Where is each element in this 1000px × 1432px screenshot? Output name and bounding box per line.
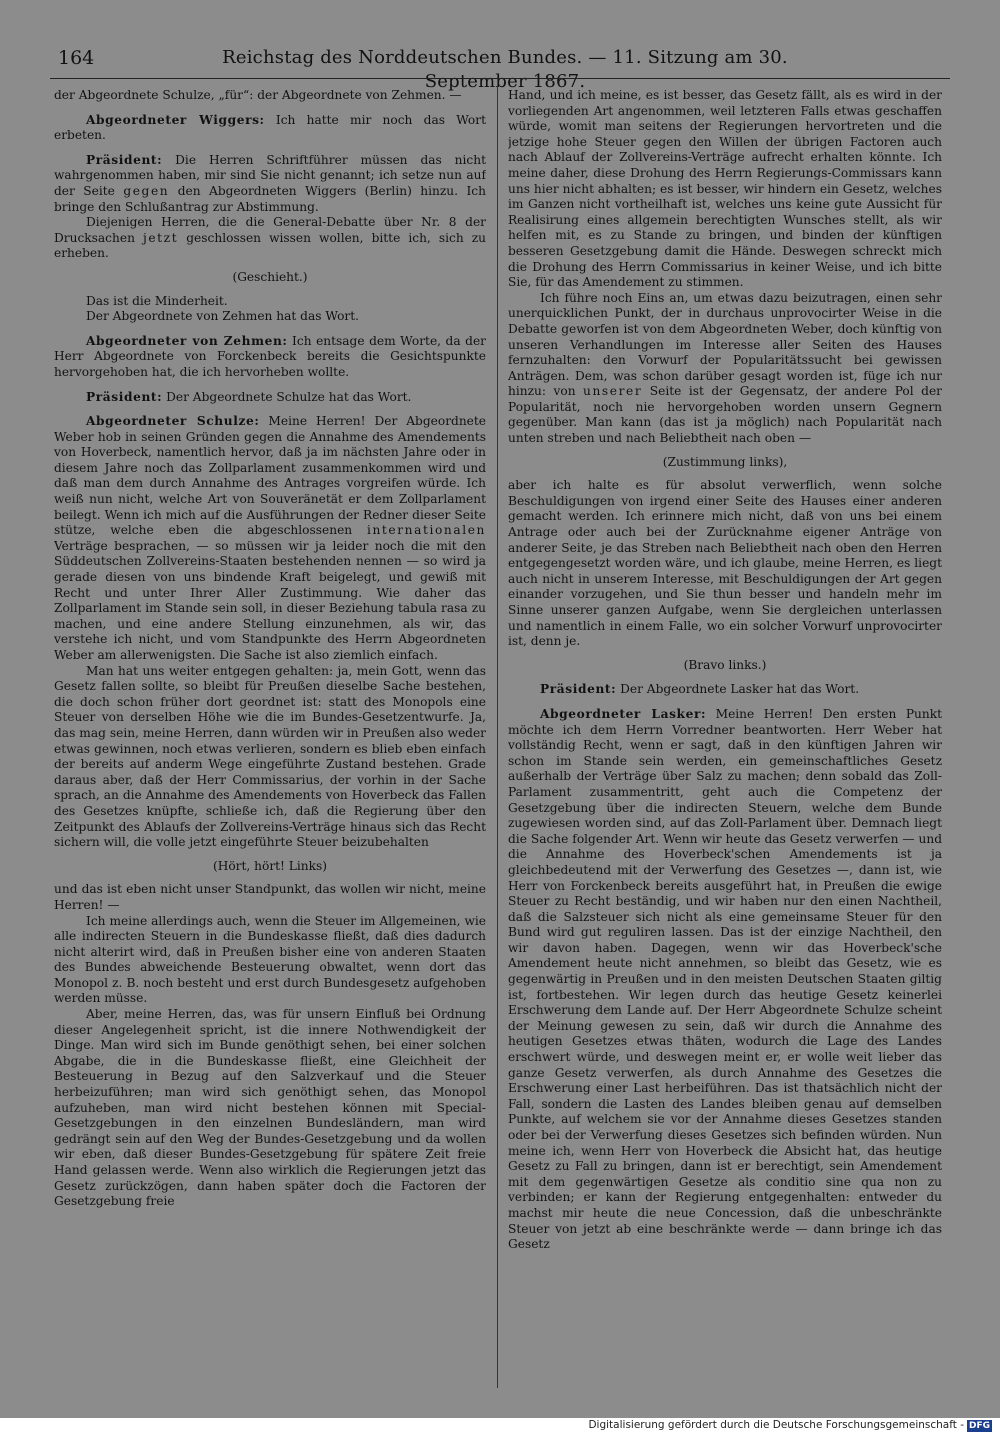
paragraph [508,682,942,698]
paragraph [54,215,486,262]
spaced-text: internationalen [366,523,486,538]
speaker-name: Abgeordneter von Zehmen: [86,333,288,348]
paragraph: Ich meine allerdings auch, wenn die Steuer im Allgemeinen, wie alle indirecten Steuern in die Bundeskasse fließt, daß dies dadurch nicht alterirt wird, daß in Preußen bisher eine von anderen Staaten des Bundes abweichende Besteuerung obwaltet, wenn dort das Monopol z. B. noch besteht und erst durch Bundesgesetz aufgehoben werden müsse. [54,913,486,1006]
page-header [50,46,950,92]
spaced-text: unserer [583,384,643,399]
left-column [54,88,486,1388]
interjection: (Zustimmung links), [662,454,788,469]
dfg-logo: DFG [968,1421,990,1431]
paragraph-text: Meine Herren! Der Abgeordnete Weber hob in seinen Gründen gegen die Annahme des Amendements von Hoverbeck, namentlich hervor, daß ja im nächsten Jahre oder in diesem Jahre noch das Zollparlament zusammenkommen wird und daß man dem durch Annahme des Antrages vorgreifen würde. Ich weiß nun nicht, welche Art von Souveränetät er dem Zollparlament beilegt. Wenn ich mich auf die Ausführungen der Redner dieser Seite stütze, welche eben die abgeschlossenen [54,414,486,538]
spaced-text: gegen [123,183,170,198]
paragraph: aber ich halte es für absolut verwerflich, wenn solche Beschuldigungen von irgend einer Seite des Hauses einer anderen gemacht werden. Ich erinnere mich nicht, daß von uns bei einem Antrage oder auch bei der Zurücknahme eigener Anträge von anderer Seite, je das Streben nach Beliebtheit nach oben den Herren entgegengesetzt worden wäre, und ich glaube, meine Herren, es liegt auch nicht in unserem Interesse, mit Beschuldigungen der Art gegen einander vorzugehen, und Sie thun besser und handeln mehr im Sinne unserer ganzen Aufgabe, wenn Sie dergleichen unterlassen und namentlich in einem Falle, wo ein solcher Vorwurf unprovocirter ist, denn je. [508,478,942,649]
interjection: (Hört, hört! Links) [212,858,328,873]
paragraph [54,334,486,381]
paragraph-text: Ich entsage dem Worte, da der Herr Abgeordnete von Forckenbeck bereits die Gesichtspunkte hervorgehoben hat, die ich hervorheben wollte. [54,333,486,379]
credit-text: Digitalisierung gefördert durch die Deutsche Forschungsgemeinschaft - [588,1419,964,1431]
paragraph [508,707,942,1253]
right-column [508,88,942,1388]
paragraph-text: Seite ist der Gegensatz, der andere Pol der Popularität, noch nie hervorgehoben worden unsern Gegnern gegenüber. Man kann (das ist ja möglich) nach Popularität nach unten streben und nach Beliebtheit nach oben — [508,384,942,446]
paragraph-text: Meine Herren! Den ersten Punkt möchte ich dem Herrn Vorredner beantworten. Herr Weber hat vollständig Recht, wenn er sagt, daß in den künftigen Jahren wir schon im Stande sein werden, ein gemeinschaftliches Gesetz außerhalb der Verträge über Salz zu machen; denn sobald das Zoll-Parlament zusammentritt, geht auch die Competenz der Gesetzgebung über die indirecten Steuern, welche dem Bunde zugewiesen worden sind, auf das Zoll-Parlament über. Demnach liegt die Sache folgender Art. Wenn wir heute das Gesetz verwerfen — und die Annahme des Hoverbeck'schen Amendements ist ja gleichbedeutend mit der Verwerfung des Gesetzes —, dann ist, wie Herr von Forckenbeck bereits ausgeführt hat, in Preußen die ewige Steuer zu Recht beständig, und wir haben nur den einen Nachtheil, daß die Salzsteuer sich nicht als eine gemeinsame Steuer für den Bund wird gut reguliren lassen. Das ist der einzige Nachtheil, den wir davon haben. Dagegen, wenn wir das Hoverbeck'sche Amendement heute nicht annehmen, so bleibt das Gesetz, wie es gegenwärtig in Preußen und in den meisten Deutschen Staaten giltig ist, fortbestehen. Wir legen durch das heutige Gesetz keinerlei Erschwerung dem Lande auf. Der Herr Abgeordnete Schulze scheint der Meinung gewesen zu sein, daß wir durch die Annahme des heutigen Gesetzes etwas thäten, wodurch die Lage des Landes erschwert würde, und deswegen meint er, er wolle weit lieber das ganze Gesetz verwerfen, als durch Annahme des Gesetzes die Erschwerung einer Last herbeiführen. Das ist thatsächlich nicht der Fall, sondern die Lasten des Landes bleiben genau auf demselben Punkte, auf welchem sie vor der Annahme dieses Gesetzes standen oder bei der Verwerfung dieses Gesetzes sich befinden würden. Nun meine ich, wenn Herr von Hoverbeck die Absicht hat, das heutige Gesetz zu Fall zu bringen, dann ist er berechtigt, sein Amendement mit dem gegenwärtigen Gesetze als conditio sine qua non zu verbinden; er kann der Regierung entgegenhalten: entweder du machst mir heute die neue Concession, daß die unbeschränkte Steuer von jetzt ab eine beschränkte werde — dann bringe ich das Gesetz [508,706,942,1252]
page-number: 164 [58,47,95,69]
speaker-name: Präsident: [86,152,163,167]
paragraph [54,414,486,664]
paragraph: und das ist eben nicht unser Standpunkt, das wollen wir nicht, meine Herren! — [54,882,486,912]
paragraph-text: Der Abgeordnete Lasker hat das Wort. [616,682,860,697]
paragraph-text: Ich hatte mir noch das Wort erbeten. [54,112,486,143]
speaker-name: Präsident: [540,682,617,697]
interjection: (Bravo links.) [683,657,767,672]
speaker-name: Abgeordneter Lasker: [540,706,707,721]
paragraph: Der Abgeordnete von Zehmen hat das Wort. [86,309,359,324]
paragraph-text: den Abgeordneten Wiggers (Berlin) hinzu. Ich bringe den Schlußantrag zur Abstimmung. [54,183,486,214]
stage-direction: (Geschieht.) [232,269,308,284]
paragraph-text: Verträge besprachen, — so müssen wir ja leider noch die mit den Süddeutschen Zollvereins-Staaten bestehenden nennen — so wird ja gerade diesen von uns bindende Kraft beigelegt, und gewiß mit Recht und unter Ihrer Aller Zustimmung. Wie daher das Zollparlament im Stande sein soll, in dieser Beziehung tabula rasa zu machen, und eine andere Stellung einzunehmen, als wir, das verstehe ich nicht, und vom Standpunkte des Herrn Abgeordneten Weber am allerwenigsten. Die Sache ist also ziemlich einfach. [54,538,486,662]
spaced-text: jetzt [142,230,179,245]
digitization-credit [588,1419,992,1432]
paragraph [54,113,486,144]
paragraph: Aber, meine Herren, das, was für unsern Einfluß bei Ordnung dieser Angelegenheit spricht, ist die innere Nothwendigkeit der Dinge. Man wird sich im Bunde genöthigt sehen, bei einer solchen Abgabe, die in die Bundeskasse fließt, eine Gleichheit der Besteuerung in Bezug auf den Salzverkauf und die Steuer herbeizuführen; man wird sich genöthigt sehen, das Monopol aufzuheben, man wird nicht bestehen können mit Special-Gesetzgebungen in den einzelnen Bundesländern, man wird gedrängt sein auf den Weg der Bundes-Gesetzgebung und da wollen wir eben, daß dieser Bundes-Gesetzgebung für spätere Zeit freie Hand gelassen werde. Wenn also wirklich die Regierungen jetzt das Gesetz zurückzögen, dann haben später doch die Factoren der Gesetzgebung freie [54,1007,486,1209]
paragraph-text: Der Abgeordnete Schulze hat das Wort. [162,389,412,404]
header-rule [50,78,950,79]
paragraph: Man hat uns weiter entgegen gehalten: ja, mein Gott, wenn das Gesetz fallen sollte, so bleibt für Preußen dieselbe Sache bestehen, die doch schon früher dort geordnet ist: statt des Monopols eine Steuer von derselben Höhe wie die im Bundes-Gesetzentwurfe. Ja, das mag sein, meine Herren, dann würden wir in Preußen also weder etwas gewinnen, noch etwas verlieren, sondern es blieb eben einfach der bereits auf anderm Wege eingeführte Zustand bestehen. Grade daraus aber, daß der Herr Commissarius, der vorhin in der Sache sprach, an die Annahme des Amendements von Hoverbeck das Fallen des Gesetzes knüpfte, schließe ich, daß die Regierung über den Zeitpunkt des Ablaufs der Zollvereins-Verträge hinaus sich das Recht sichern will, die volle jetzt eingeführte Steuer beizubehalten [54,663,486,850]
paragraph: Hand, und ich meine, es ist besser, das Gesetz fällt, als es wird in der vorliegenden Art angenommen, weil letzteren Falls etwas geschaffen würde, womit man seitens der Regierungen hervortreten und die jetzige hohe Steuer gegen den Willen der übrigen Factoren auch nach Ablauf der Zollvereins-Verträge aufrecht erhalten könnte. Ich meine daher, diese Drohung des Herrn Regierungs-Commissars kann uns hier nicht abhalten; es ist besser, wir hindern ein Gesetz, welches im Ganzen nicht vortheilhaft ist, welches uns keine gute Aussicht für Realisirung eines allgemein berechtigten Wunsches stellt, als wir helfen mit, es zu Stande zu bringen, und binden der künftigen besseren Gesetzgebung damit die Hände. Deswegen schreckt mich die Drohung des Herrn Commissarius in keiner Weise, und ich bitte Sie, für das Amendement zu stimmen. [508,88,942,290]
running-title: Reichstag des Norddeutschen Bundes. — 11. Sitzung am 30. September 1867. [222,47,788,92]
paragraph [54,390,486,406]
paragraph [54,153,486,215]
paragraph-text: geschlossen wissen wollen, bitte ich, sich zu erheben. [54,230,486,261]
paragraph-text: Diejenigen Herren, die die General-Debatte über Nr. 8 der Drucksachen [54,215,486,245]
paragraph: Das ist die Minderheit. [86,293,228,308]
speaker-name: Präsident: [86,389,163,404]
speaker-name: Abgeordneter Schulze: [86,414,260,429]
paragraph-text: Ich führe noch Eins an, um etwas dazu beizutragen, einen sehr unerquicklichen Punkt, der in durchaus unprovocirter Weise in die Debatte geworfen ist von dem Abgeordneten Weber, doch künftig von unseren Verhandlungen im Interesse aller Seiten des Hauses fernzuhalten: den Vorwurf der Popularitätssucht bei gewissen Anträgen. Dem, was schon darüber gesagt worden ist, füge ich nur hinzu: von [508,290,942,399]
paragraph-text: Die Herren Schriftführer müssen das nicht wahrgenommen haben, mir sind Sie nicht genannt; ich setze nun auf der Seite [54,152,486,198]
paragraph [508,291,942,447]
paragraph: der Abgeordnete Schulze, „für“: der Abgeordnete von Zehmen. — [54,88,462,102]
speaker-name: Abgeordneter Wiggers: [86,112,265,127]
column-divider [497,86,498,1388]
